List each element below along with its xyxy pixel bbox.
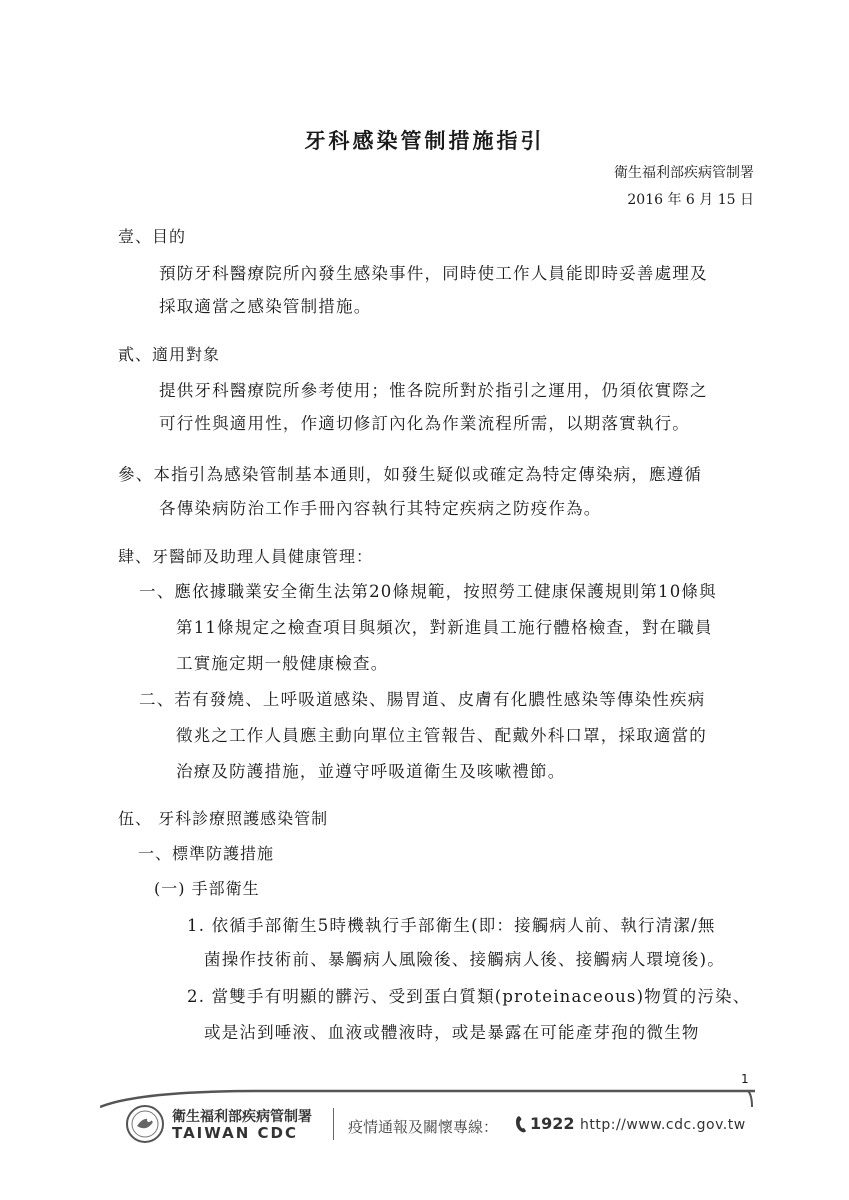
section-heading-health-management: 肆、牙醫師及助理人員健康管理：	[118, 547, 374, 566]
subsection-heading: (一) 手部衛生	[154, 879, 260, 898]
paragraph-line: 可行性與適用性，作適切修訂內化為作業流程所需，以期落實執行。	[159, 414, 690, 433]
hotline-number: 1922	[530, 1114, 575, 1133]
footer	[0, 1100, 849, 1160]
cdc-logo-icon	[125, 1104, 165, 1144]
list-item-line: 徵兆之工作人員應主動向單位主管報告、配戴外科口罩，採取適當的	[176, 726, 707, 745]
paragraph-line: 採取適當之感染管制措施。	[159, 297, 372, 316]
list-item-line: 第11條規定之檢查項目與頻次，對新進員工施行體格檢查，對在職員	[176, 618, 713, 637]
paragraph-line: 預防牙科醫療院所內發生感染事件，同時使工作人員能即時妥善處理及	[159, 264, 708, 283]
list-item-line: 或是沾到唾液、血液或體液時，或是暴露在可能產芽孢的微生物	[204, 1023, 700, 1042]
section-heading-infection-control: 伍、 牙科診療照護感染管制	[118, 809, 329, 828]
page-number: 1	[741, 1072, 749, 1086]
section-general-rule: 參、本指引為感染管制基本通則，如發生疑似或確定為特定傳染病，應遵循	[118, 465, 703, 484]
list-item-line: 二、若有發燒、上呼吸道感染、腸胃道、皮膚有化膿性感染等傳染性疾病	[139, 690, 706, 709]
org-name: 衛生福利部疾病管制署	[172, 1109, 312, 1125]
paragraph-line: 各傳染病防治工作手冊內容執行其特定疾病之防疫作為。	[159, 499, 602, 518]
website-url: http://www.cdc.gov.tw	[580, 1117, 746, 1133]
phone-icon	[515, 1114, 529, 1134]
list-item-line: 工實施定期一般健康檢查。	[176, 654, 389, 673]
hotline-label: 疫情通報及關懷專線：	[348, 1118, 499, 1136]
list-item-line: 治療及防護措施，並遵守呼吸道衛生及咳嗽禮節。	[176, 762, 566, 781]
document-title: 牙科感染管制措施指引	[304, 129, 545, 153]
subsection-heading: 一、標準防護措施	[138, 844, 275, 863]
issuer: 衛生福利部疾病管制署	[614, 165, 754, 181]
section-heading-scope: 貳、適用對象	[118, 345, 221, 364]
list-item-line: 1. 依循手部衛生5時機執行手部衛生(即：接觸病人前、執行清潔/無	[187, 916, 716, 935]
list-item-line: 一、應依據職業安全衛生法第20條規範，按照勞工健康保護規則第10條與	[139, 582, 717, 601]
footer-divider	[333, 1108, 334, 1140]
list-item-line: 2. 當雙手有明顯的髒污、受到蛋白質類(proteinaceous)物質的污染、	[187, 987, 751, 1006]
section-heading-purpose: 壹、目的	[118, 227, 187, 246]
org-name-en: TAIWAN CDC	[172, 1124, 298, 1142]
paragraph-line: 提供牙科醫療院所參考使用；惟各院所對於指引之運用，仍須依實際之	[159, 381, 708, 400]
list-item-line: 菌操作技術前、暴觸病人風險後、接觸病人後、接觸病人環境後)。	[204, 950, 725, 969]
issue-date: 2016 年 6 月 15 日	[627, 192, 754, 208]
